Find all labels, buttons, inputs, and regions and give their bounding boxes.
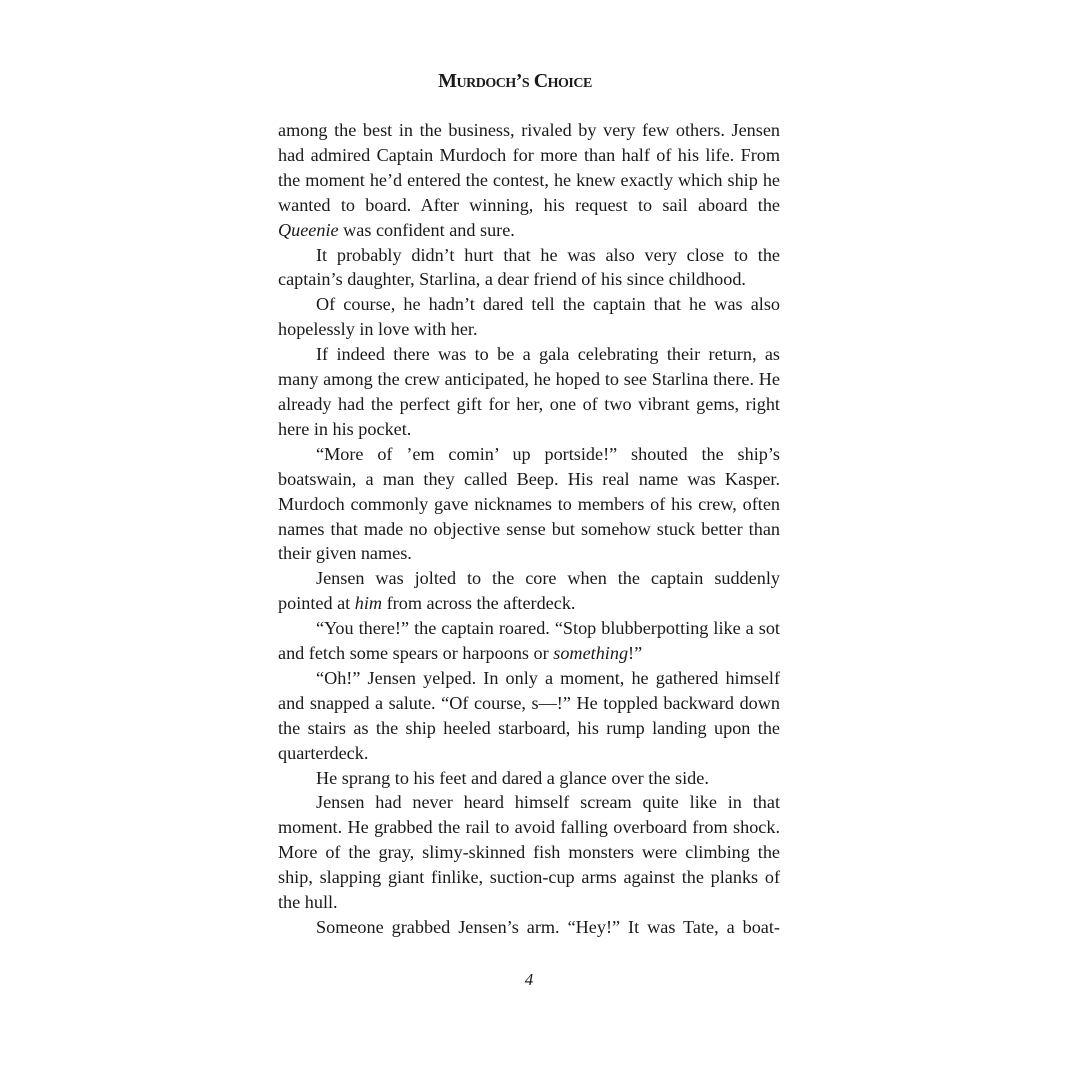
- text-run: Of course, he hadn’t dared tell the captain that he was also hopelessly in love with her.: [278, 294, 780, 340]
- paragraph: [278, 292, 780, 342]
- text-run: “More of ’em comin’ up portside!” shouted the ship’s boatswain, a man they called Beep. His real name was Kasper. Murdoch commonly gave nicknames to members of his crew, often names that made no objective sense but somehow stuck better than their given names.: [278, 443, 780, 564]
- page-number: 4: [524, 970, 534, 989]
- text-run: Someone grabbed Jensen’s arm. “Hey!” It was Tate, a boat-: [316, 917, 780, 937]
- text-run: Jensen was jolted to the core when the captain suddenly pointed at: [278, 568, 780, 614]
- italic-run: him: [354, 593, 383, 614]
- paragraph: [278, 790, 780, 915]
- text-run: “Oh!” Jensen yelped. In only a moment, he gathered himself and snapped a salute. “Of course, s—!” He toppled backward down the stairs as the ship heeled starboard, his rump landing upon the quarterdeck.: [278, 667, 780, 763]
- paragraph: [278, 616, 780, 666]
- italic-run: Queenie: [278, 219, 339, 240]
- text-run: !”: [628, 643, 643, 664]
- paragraph: [278, 342, 780, 442]
- paragraph: [278, 243, 780, 293]
- paragraph: [278, 666, 780, 766]
- paragraph: [278, 118, 780, 243]
- paragraph: [278, 442, 780, 567]
- paragraph: [278, 566, 780, 616]
- text-run: If indeed there was to be a gala celebrating their return, as many among the crew anticipated, he hoped to see Starlina there. He already had the perfect gift for her, one of two vibrant gems, right here in his pocket.: [278, 344, 780, 439]
- text-run: It probably didn’t hurt that he was also very close to the captain’s daughter, Starlina, a dear friend of his since childhood.: [278, 244, 780, 290]
- text-run: Jensen had never heard himself scream quite like in that moment. He grabbed the rail to avoid falling overboard from shock. More of the gray, slimy-skinned fish monsters were climbing the ship, slapping giant finlike, suction-cup arms against the planks of the hull.: [278, 792, 780, 913]
- text-run: from across the afterdeck.: [382, 593, 576, 614]
- body-text: [278, 118, 780, 940]
- italic-run: something: [553, 643, 629, 664]
- text-run: He sprang to his feet and dared a glance over the side.: [316, 767, 709, 788]
- running-head: Murdoch’s Choice: [438, 70, 592, 92]
- text-run: “You there!” the captain roared. “Stop blubberpotting like a sot and fetch some spears or harpoons or: [278, 618, 780, 664]
- text-run: was confident and sure.: [338, 219, 515, 240]
- paragraph: [278, 915, 780, 940]
- paragraph: [278, 766, 780, 791]
- text-run: among the best in the business, rivaled by very few others. Jensen had admired Captain Murdoch for more than half of his life. From the moment he’d entered the contest, he knew exactly which ship he wanted to board. After winning, his request to sail aboard the: [278, 120, 780, 215]
